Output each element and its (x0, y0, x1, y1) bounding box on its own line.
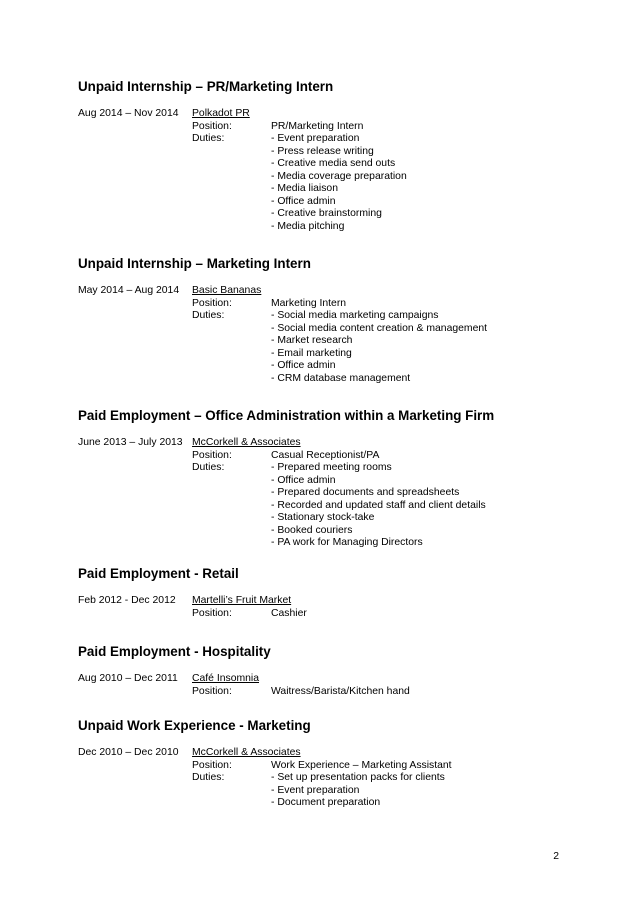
job-entry (78, 437, 598, 550)
duty-item: - Event preparation (271, 784, 360, 796)
position-row (192, 298, 598, 311)
section-title: Unpaid Work Experience - Marketing (78, 718, 311, 733)
duty-item: - Media pitching (271, 220, 345, 232)
duty-item: - Creative media send outs (271, 158, 396, 169)
position-label: Position: (192, 120, 232, 132)
organisation-name: McCorkell & Associates (192, 437, 301, 448)
section-work-experience (78, 718, 598, 810)
duty-item: - Set up presentation packs for clients (271, 772, 445, 783)
duty-item: - Office admin (271, 360, 336, 371)
section-title: Paid Employment – Office Administration within a Marketing Firm (78, 408, 495, 423)
duty-item: - Recorded and updated staff and client details (271, 499, 486, 511)
job-dates: Aug 2014 – Nov 2014 (78, 108, 179, 119)
job-dates: June 2013 – July 2013 (78, 437, 183, 448)
position-row (192, 760, 598, 773)
position-value: Work Experience – Marketing Assistant (271, 759, 452, 771)
duty-item: - Prepared documents and spreadsheets (271, 487, 460, 498)
duty-item: - Creative brainstorming (271, 208, 382, 219)
job-entry (78, 747, 598, 810)
job-entry (78, 285, 598, 385)
duty-item: - Press release writing (271, 145, 374, 157)
duties-row (192, 133, 598, 146)
duty-item: - Event preparation (271, 133, 360, 144)
organisation-name: Polkadot PR (192, 108, 250, 119)
position-row (192, 686, 598, 699)
organisation-name: Martelli’s Fruit Market (192, 595, 292, 606)
job-entry (78, 673, 598, 698)
duty-item: - Stationary stock-take (271, 512, 375, 523)
duties-row (192, 462, 598, 475)
duties-label: Duties: (192, 772, 225, 783)
duty-item: - Market research (271, 335, 353, 346)
section-pr-marketing-intern (78, 79, 598, 233)
position-label: Position: (192, 607, 232, 619)
duty-item: - Prepared meeting rooms (271, 462, 392, 473)
duties-row (192, 310, 598, 323)
position-row (192, 450, 598, 463)
organisation-name: McCorkell & Associates (192, 747, 301, 758)
duty-item: - Email marketing (271, 347, 352, 359)
page-number: 2 (553, 851, 559, 862)
job-dates: Dec 2010 – Dec 2010 (78, 747, 179, 758)
position-row (192, 121, 598, 134)
duties-label: Duties: (192, 133, 225, 144)
section-title: Unpaid Internship – PR/Marketing Intern (78, 79, 334, 94)
section-title: Unpaid Internship – Marketing Intern (78, 256, 311, 271)
section-title: Paid Employment - Hospitality (78, 644, 271, 659)
duty-item: - Media liaison (271, 183, 338, 194)
duty-item: - Social media marketing campaigns (271, 310, 439, 321)
duty-item: - Social media content creation & management (271, 322, 488, 334)
organisation-name: Basic Bananas (192, 285, 262, 296)
position-label: Position: (192, 759, 232, 771)
position-label: Position: (192, 449, 232, 461)
duty-item: - PA work for Managing Directors (271, 537, 423, 548)
job-entry (78, 108, 598, 233)
section-hospitality (78, 644, 598, 698)
duties-row (192, 772, 598, 785)
duties-label: Duties: (192, 462, 225, 473)
duty-item: - Office admin (271, 474, 336, 486)
section-office-administration (78, 408, 598, 550)
duties-label: Duties: (192, 310, 225, 321)
position-value: Waitress/Barista/Kitchen hand (271, 685, 410, 697)
position-value: Casual Receptionist/PA (271, 449, 380, 461)
position-label: Position: (192, 297, 232, 309)
position-value: PR/Marketing Intern (271, 120, 364, 132)
section-title: Paid Employment - Retail (78, 566, 239, 581)
job-dates: May 2014 – Aug 2014 (78, 285, 180, 296)
organisation-name: Café Insomnia (192, 673, 259, 684)
duty-item: - Booked couriers (271, 524, 353, 536)
section-marketing-intern (78, 256, 598, 385)
duty-item: - Media coverage preparation (271, 170, 407, 182)
job-entry (78, 595, 598, 620)
position-value: Marketing Intern (271, 297, 347, 309)
position-label: Position: (192, 685, 232, 697)
job-dates: Aug 2010 – Dec 2011 (78, 673, 178, 684)
duty-item: - Office admin (271, 195, 336, 207)
duty-item: - CRM database management (271, 372, 411, 384)
section-retail (78, 566, 598, 620)
position-value: Cashier (271, 607, 307, 619)
position-row (192, 608, 598, 621)
job-dates: Feb 2012 - Dec 2012 (78, 595, 176, 606)
duty-item: - Document preparation (271, 797, 381, 808)
